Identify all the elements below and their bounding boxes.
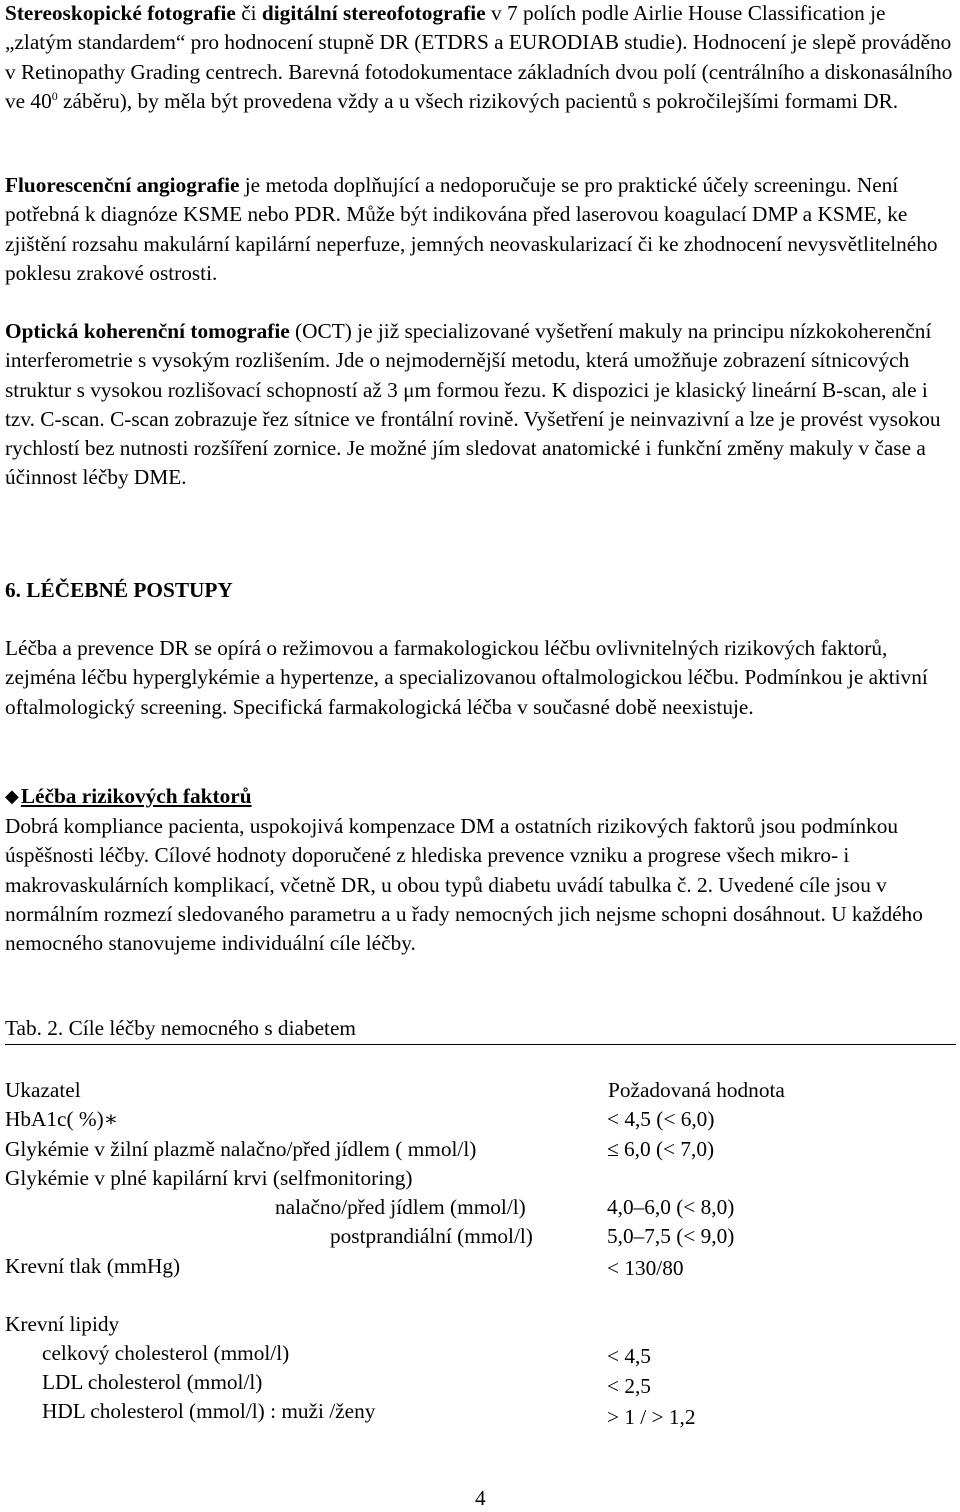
table-row-label: Krevní lipidy — [5, 1312, 120, 1336]
table-row-value: < 4,5 (< 6,0) — [607, 1107, 715, 1131]
paragraph-treatment-intro: Léčba a prevence DR se opírá o režimovou a farmakologickou léčbu ovlivnitelných rizikových faktorů, zejména léčbu hyperglykémie a hypertenze, a specializovanou oftalmologickou léčbu. Podmínkou je aktivní oftalmologický screening. Specifická farmakologická léčba v současné době neexistuje. — [5, 636, 928, 719]
table-row-label: nalačno/před jídlem (mmol/l) — [275, 1195, 526, 1219]
table-row-value: 4,0–6,0 (< 8,0) — [607, 1195, 735, 1219]
table-row-value: > 1 / > 1,2 — [607, 1405, 696, 1429]
term-fluorescein-angiography: Fluorescenční angiografie — [5, 173, 240, 197]
table-row-label: Glykémie v žilní plazmě nalačno/před jídlem ( mmol/l) — [5, 1137, 477, 1161]
diamond-icon: ◆ — [5, 786, 19, 806]
table-row-label: LDL cholesterol (mmol/l) — [42, 1370, 263, 1394]
text: záběru), by měla být provedena vždy a u všech rizikových pacientů s pokročilejšími formami DR. — [57, 88, 899, 113]
table-row-label: postprandiální (mmol/l) — [330, 1224, 533, 1248]
text: (OCT) je již specializované vyšetření makuly na principu nízkokoherenční interferometrie s vysokým rozlišením. Jde o nejmodernější metodu, která umožňuje zobrazení sítnicových struktur s vysokou rozlišovací schopností až 3 μm formou řezu. K dispozici je klasický lineární B-scan, ale i tzv. C-scan. C-scan zobrazuje řez sítnice ve frontální rovině. Vyšetření je neinvazivní a lze je provést vysokou rychlostí bez nutnosti rozšíření zornice. Je možné jím sledovat anatomické i funkční změny makuly v čase a účinnost léčby DME. — [5, 319, 941, 490]
table-row-value: < 4,5 — [607, 1344, 651, 1368]
paragraph-stereo-photography — [5, 0, 955, 116]
subheading-risk-factors — [5, 782, 955, 811]
table-row-label: Krevní tlak (mmHg) — [5, 1254, 181, 1278]
subheading-text: Léčba rizikových faktorů — [20, 784, 252, 808]
term-digital-stereo: digitální stereofotografie — [261, 1, 486, 25]
table-row-value: < 2,5 — [607, 1374, 651, 1398]
table-row-label: HDL cholesterol (mmol/l) : muži /ženy — [42, 1399, 376, 1423]
superscript-degree: 0 — [51, 88, 58, 103]
table-header-indicator: Ukazatel — [5, 1078, 81, 1102]
table-row-label: Glykémie v plné kapilární krvi (selfmonitoring) — [5, 1166, 413, 1190]
table-row-value: < 130/80 — [607, 1256, 684, 1280]
term-stereo-photos: Stereoskopické fotografie — [5, 1, 236, 25]
table-row-value: 5,0–7,5 (< 9,0) — [607, 1224, 735, 1248]
term-oct: Optická koherenční tomografie — [5, 319, 290, 343]
table-header-target: Požadovaná hodnota — [608, 1078, 785, 1102]
text: je metoda doplňující a nedoporučuje se pro praktické účely screeningu. Není potřebná k diagnóze KSME nebo PDR. Může být indikována před laserovou koagulací DMP a KSME, ke zjištění rozsahu makulární kapilární neperfuze, jemných neovaskularizací či ke zhodnocení nevysvětlitelného poklesu zrakové ostrosti. — [5, 173, 938, 285]
page-number: 4 — [475, 1486, 486, 1510]
section-heading: 6. LÉČEBNÉ POSTUPY — [5, 578, 233, 602]
text: v 7 polích podle Airlie House Classification je „zlatým standardem“ pro hodnocení stupně DR (ETDRS a EURODIAB studie). Hodnocení je slepě prováděno v Retinopathy Grading centrech. Barevná fotodokumentace základních dvou polí (centrálního a diskonasálního ve 40 — [5, 1, 953, 113]
table-caption: Tab. 2. Cíle léčby nemocného s diabetem — [5, 1016, 356, 1040]
table-row-value: ≤ 6,0 (< 7,0) — [607, 1137, 715, 1161]
table-row-label: celkový cholesterol (mmol/l) — [42, 1341, 290, 1365]
text: či — [235, 1, 262, 25]
paragraph-oct — [5, 317, 955, 493]
paragraph-compliance: Dobrá kompliance pacienta, uspokojivá kompenzace DM a ostatních rizikových faktorů jsou podmínkou úspěšnosti léčby. Cílové hodnoty doporučené z hlediska prevence vzniku a progrese všech mikro- i makrovaskulárních komplikací, včetně DR, u obou typů diabetu uvádí tabulka č. 2. Uvedené cíle jsou v normálním rozmezí sledovaného parametru a u řady nemocných jich nejsme schopni dosáhnout. U každého nemocného stanovujeme individuální cíle léčby. — [5, 814, 923, 956]
paragraph-fluorescein-angiography — [5, 171, 955, 288]
table-top-rule — [5, 1044, 956, 1045]
table-row-label: HbA1c( %)∗ — [5, 1107, 119, 1131]
